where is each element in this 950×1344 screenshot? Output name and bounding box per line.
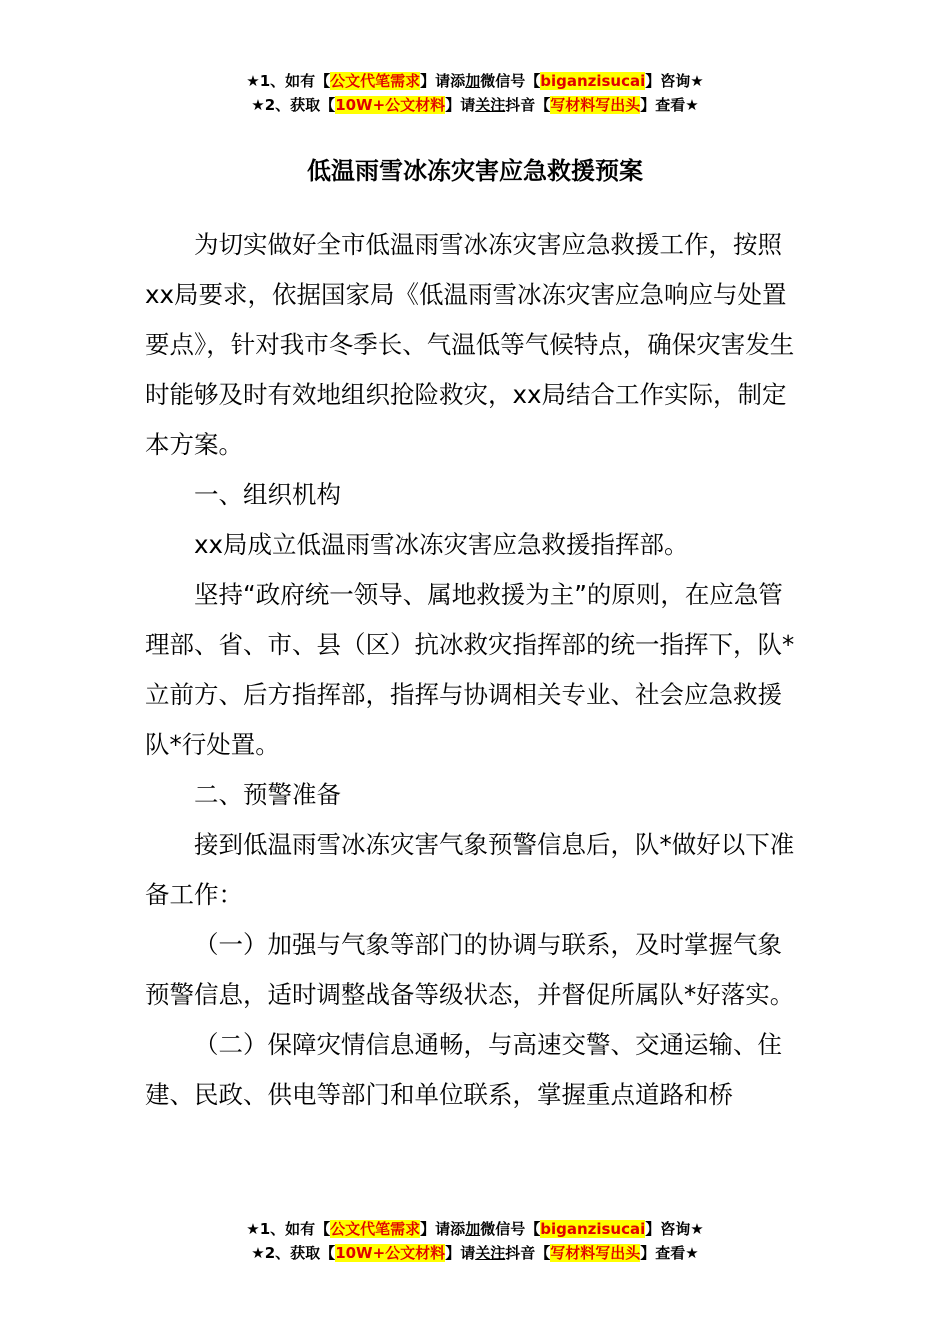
- banner-text: 】请: [445, 96, 476, 114]
- banner-highlight: 10W+公文材料: [335, 1244, 446, 1262]
- document-title: 低温雨雪冰冻灾害应急救援预案: [307, 157, 643, 185]
- banner-highlight: 10W+公文材料: [335, 96, 446, 114]
- banner-line-2: [0, 93, 950, 117]
- banner-text: 抖音【: [505, 1244, 551, 1262]
- paragraph: （二）保障灾情信息通畅，与高速交警、交通运输、住建、民政、供电等部门和单位联系，掌握重点道路和桥: [145, 1030, 782, 1109]
- banner-text: ★1、如有【: [246, 72, 331, 90]
- banner-highlight: 公文代笔需求: [330, 1220, 421, 1238]
- banner-text: ★2、获取【: [251, 96, 336, 114]
- section-heading: 二、预警准备: [194, 780, 341, 809]
- banner-text: 微信号【: [480, 72, 541, 90]
- banner-text: 】请添: [420, 1220, 466, 1238]
- banner-text: ★2、获取【: [251, 1244, 336, 1262]
- banner-text: 抖音【: [505, 96, 551, 114]
- banner-text: 微信号【: [480, 1220, 541, 1238]
- paragraph: 为切实做好全市低温雨雪冰冻灾害应急救援工作，按照xx局要求，依据国家局《低温雨雪冰冻灾害应急响应与处置要点》，针对我市冬季长、气温低等气候特点，确保灾害发生时能够及时有效地组织抢险救灾，xx局结合工作实际，制定本方案。: [145, 230, 795, 459]
- banner-underlined-text: 关注: [475, 96, 506, 114]
- banner-highlight: 公文代笔需求: [330, 72, 421, 90]
- banner-text: 】请: [445, 1244, 476, 1262]
- footer-banner: [0, 1217, 950, 1265]
- banner-highlight: biganzisucai: [540, 1220, 646, 1238]
- document-body: [145, 220, 805, 1120]
- banner-underlined-text: 关注: [475, 1244, 506, 1262]
- paragraph: 坚持“政府统一领导、属地救援为主”的原则，在应急管理部、省、市、县（区）抗冰救灾指挥部的统一指挥下，队*立前方、后方指挥部，指挥与协调相关专业、社会应急救援队*行处置。: [145, 580, 795, 759]
- banner-highlight: 写材料写出头: [550, 96, 641, 114]
- banner-line-1: [0, 1217, 950, 1241]
- banner-underlined-text: 加: [465, 72, 481, 90]
- banner-line-2: [0, 1241, 950, 1265]
- banner-text: ★1、如有【: [246, 1220, 331, 1238]
- banner-text: 】请添: [420, 72, 466, 90]
- paragraph: xx局成立低温雨雪冰冻灾害应急救援指挥部。: [194, 530, 689, 559]
- banner-text: 】查看★: [640, 1244, 699, 1262]
- banner-line-1: [0, 69, 950, 93]
- banner-text: 】查看★: [640, 96, 699, 114]
- banner-highlight: 写材料写出头: [550, 1244, 641, 1262]
- paragraph: 接到低温雨雪冰冻灾害气象预警信息后，队*做好以下准备工作：: [145, 830, 795, 909]
- banner-highlight: biganzisucai: [540, 72, 646, 90]
- banner-text: 】咨询★: [645, 1220, 704, 1238]
- header-banner: [0, 69, 950, 117]
- paragraph: （一）加强与气象等部门的协调与联系，及时掌握气象预警信息，适时调整战备等级状态，并督促所属队*好落实。: [145, 930, 795, 1009]
- section-heading: 一、组织机构: [194, 480, 341, 509]
- banner-underlined-text: 加: [465, 1220, 481, 1238]
- banner-text: 】咨询★: [645, 72, 704, 90]
